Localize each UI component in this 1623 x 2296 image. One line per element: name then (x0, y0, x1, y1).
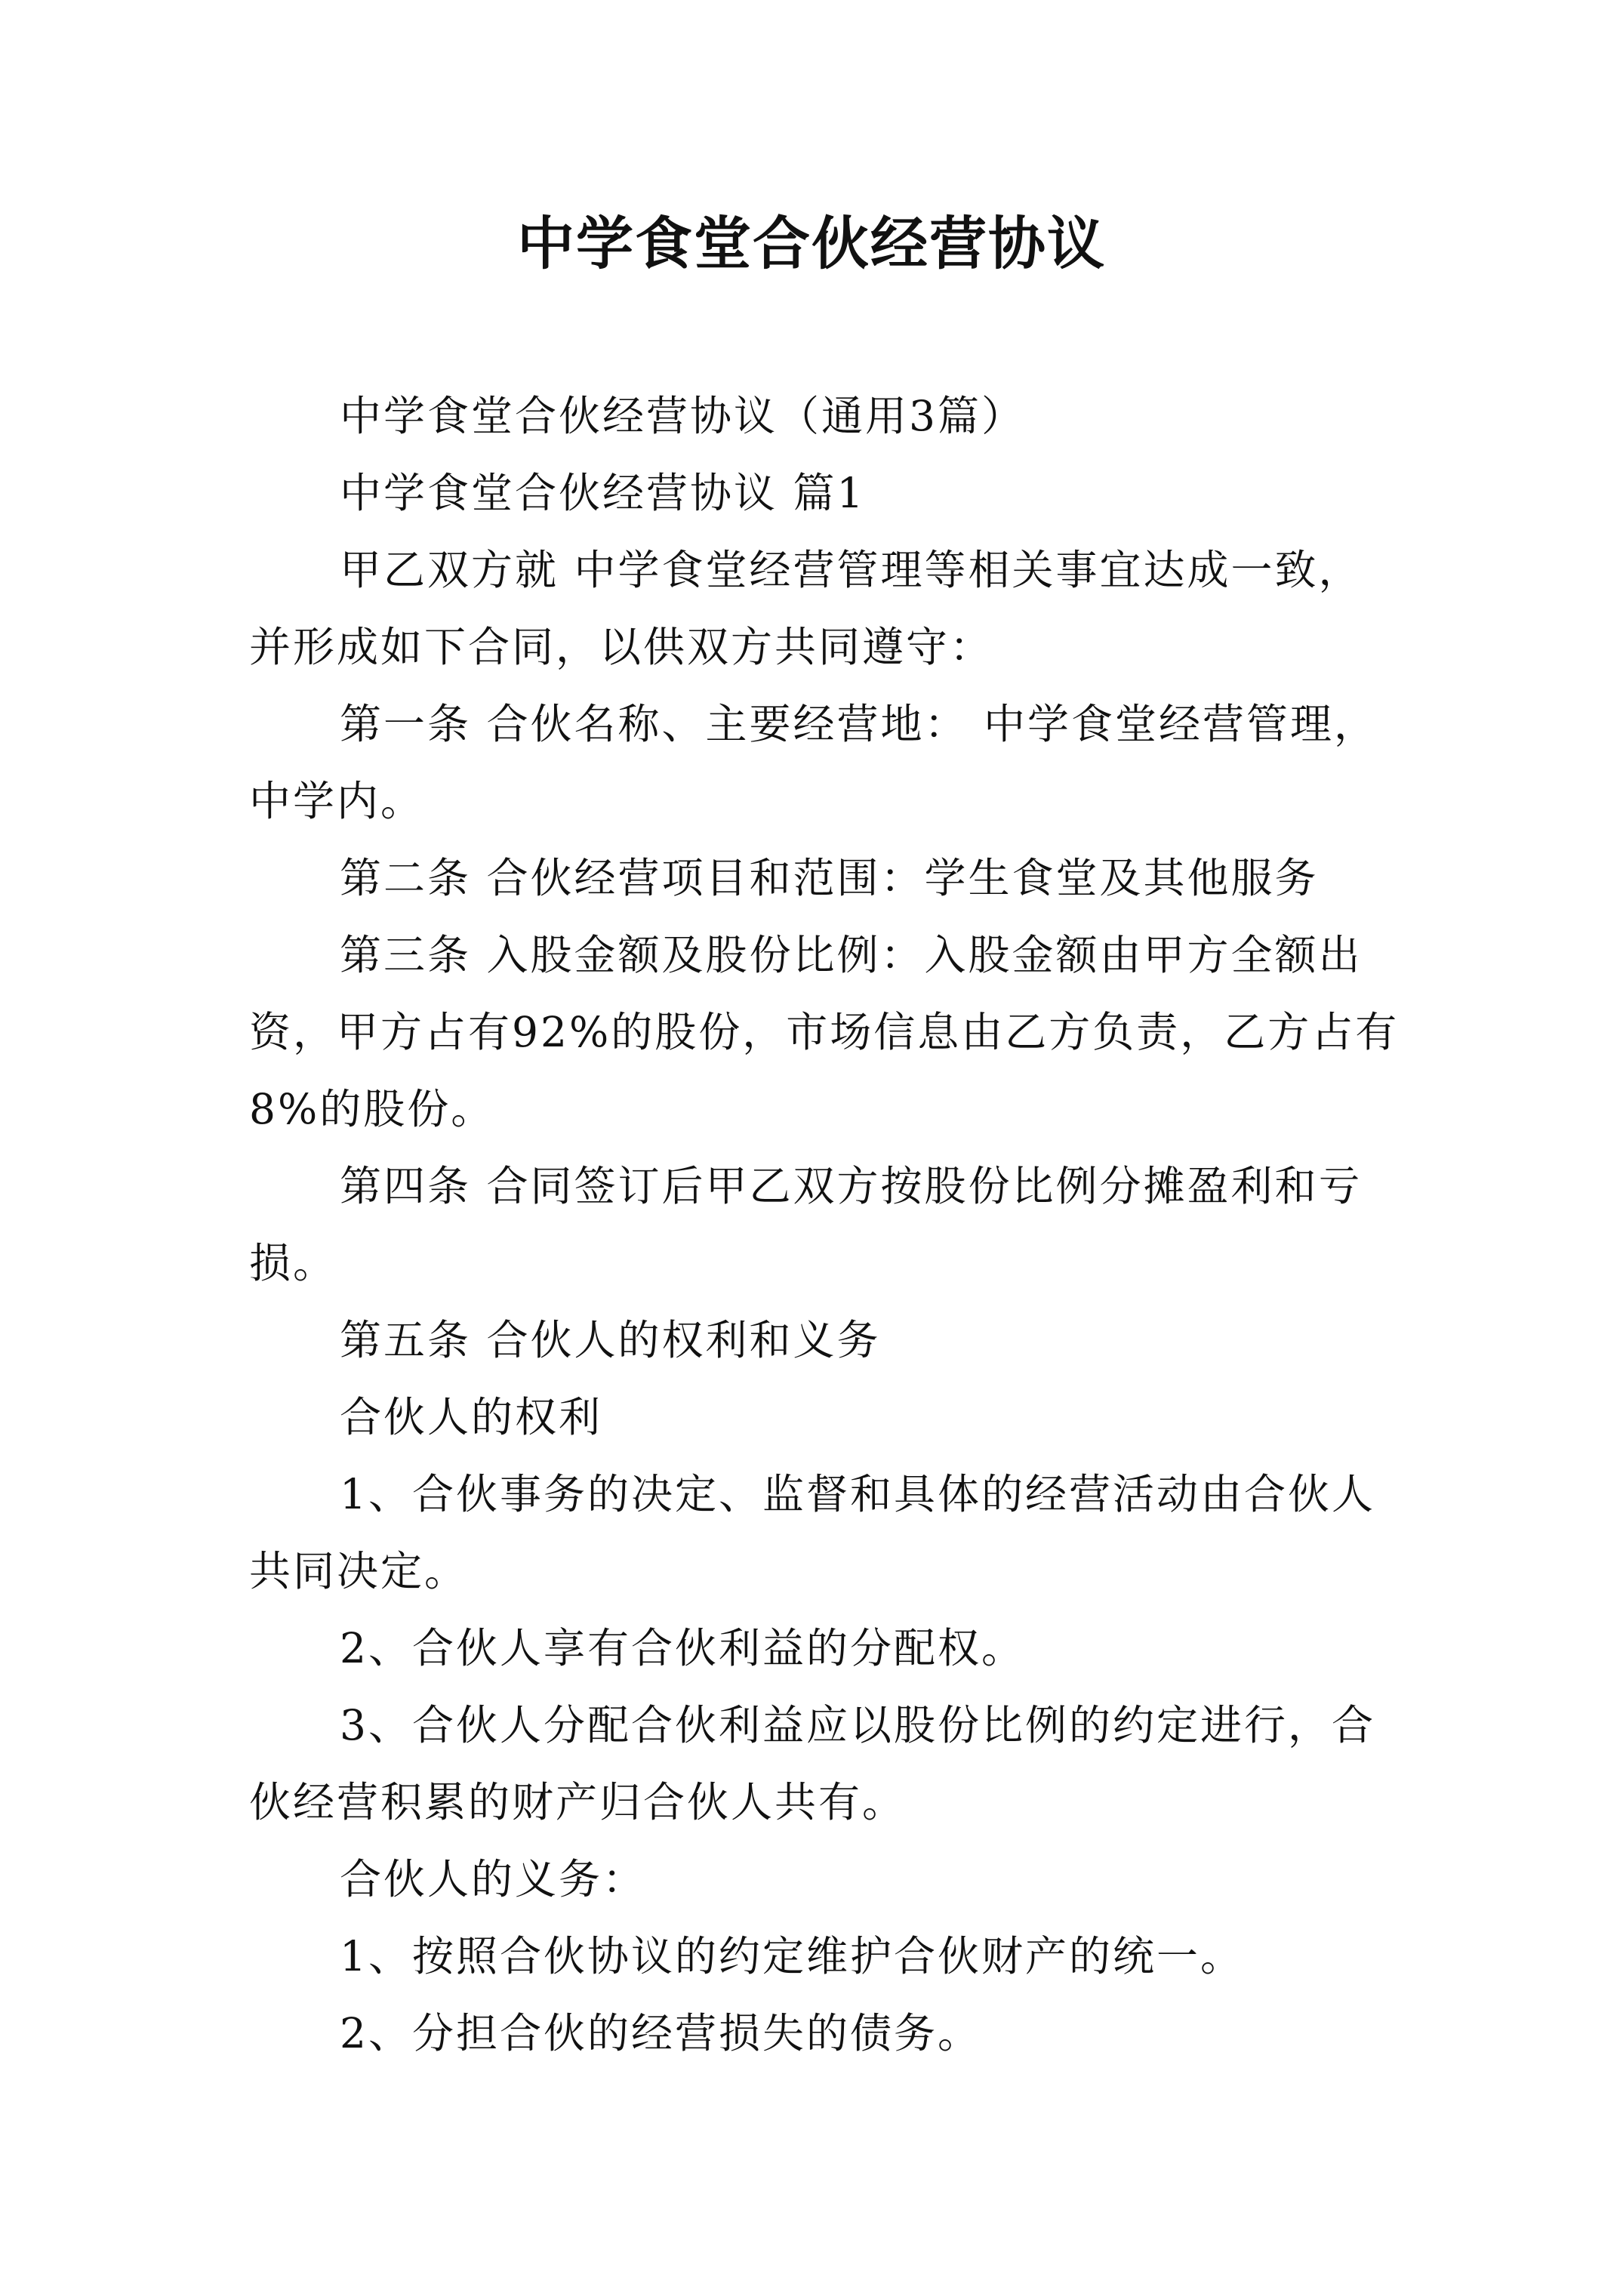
document-body (249, 378, 1404, 2072)
paragraph-article-3: 第三条 入股金额及股份比例：入股金额由甲方全额出资，甲方占有92%的股份，市场信息由乙方负责，乙方占有8%的股份。 (249, 931, 1400, 1133)
paragraph-rights-heading: 合伙人的权利 (340, 1393, 603, 1441)
paragraph-obligation-2: 2、分担合伙的经营损失的债务。 (340, 2009, 981, 2057)
paragraph-right-2: 2、合伙人享有合伙利益的分配权。 (340, 1624, 1025, 1672)
paragraph-obligation-1: 1、按照合伙协议的约定维护合伙财产的统一。 (340, 1932, 1244, 1980)
paragraph-article-2: 第二条 合伙经营项目和范围：学生食堂及其他服务 (340, 854, 1319, 902)
paragraph-obligations-heading: 合伙人的义务： (340, 1855, 647, 1903)
paragraph-right-3: 3、合伙人分配合伙利益应以股份比例的约定进行，合伙经营积累的财产归合伙人共有。 (249, 1701, 1375, 1826)
paragraph-article-4: 第四条 合同签订后甲乙双方按股份比例分摊盈利和亏损。 (249, 1162, 1363, 1287)
paragraph-article-5: 第五条 合伙人的权利和义务 (340, 1316, 881, 1364)
paragraph-preamble: 甲乙双方就 中学食堂经营管理等相关事宜达成一致，并形成如下合同，以供双方共同遵守： (249, 546, 1363, 671)
paragraph-right-1: 1、合伙事务的决定、监督和具体的经营活动由合伙人共同决定。 (249, 1470, 1375, 1595)
paragraph-subtitle: 中学食堂合伙经营协议（通用3篇） (340, 392, 1025, 440)
paragraph-article-1: 第一条 合伙名称、主要经营地： 中学食堂经营管理，中学内。 (249, 700, 1378, 825)
paragraph-section-heading: 中学食堂合伙经营协议 篇1 (340, 469, 866, 517)
document-title: 中学食堂合伙经营协议 (517, 210, 1106, 277)
